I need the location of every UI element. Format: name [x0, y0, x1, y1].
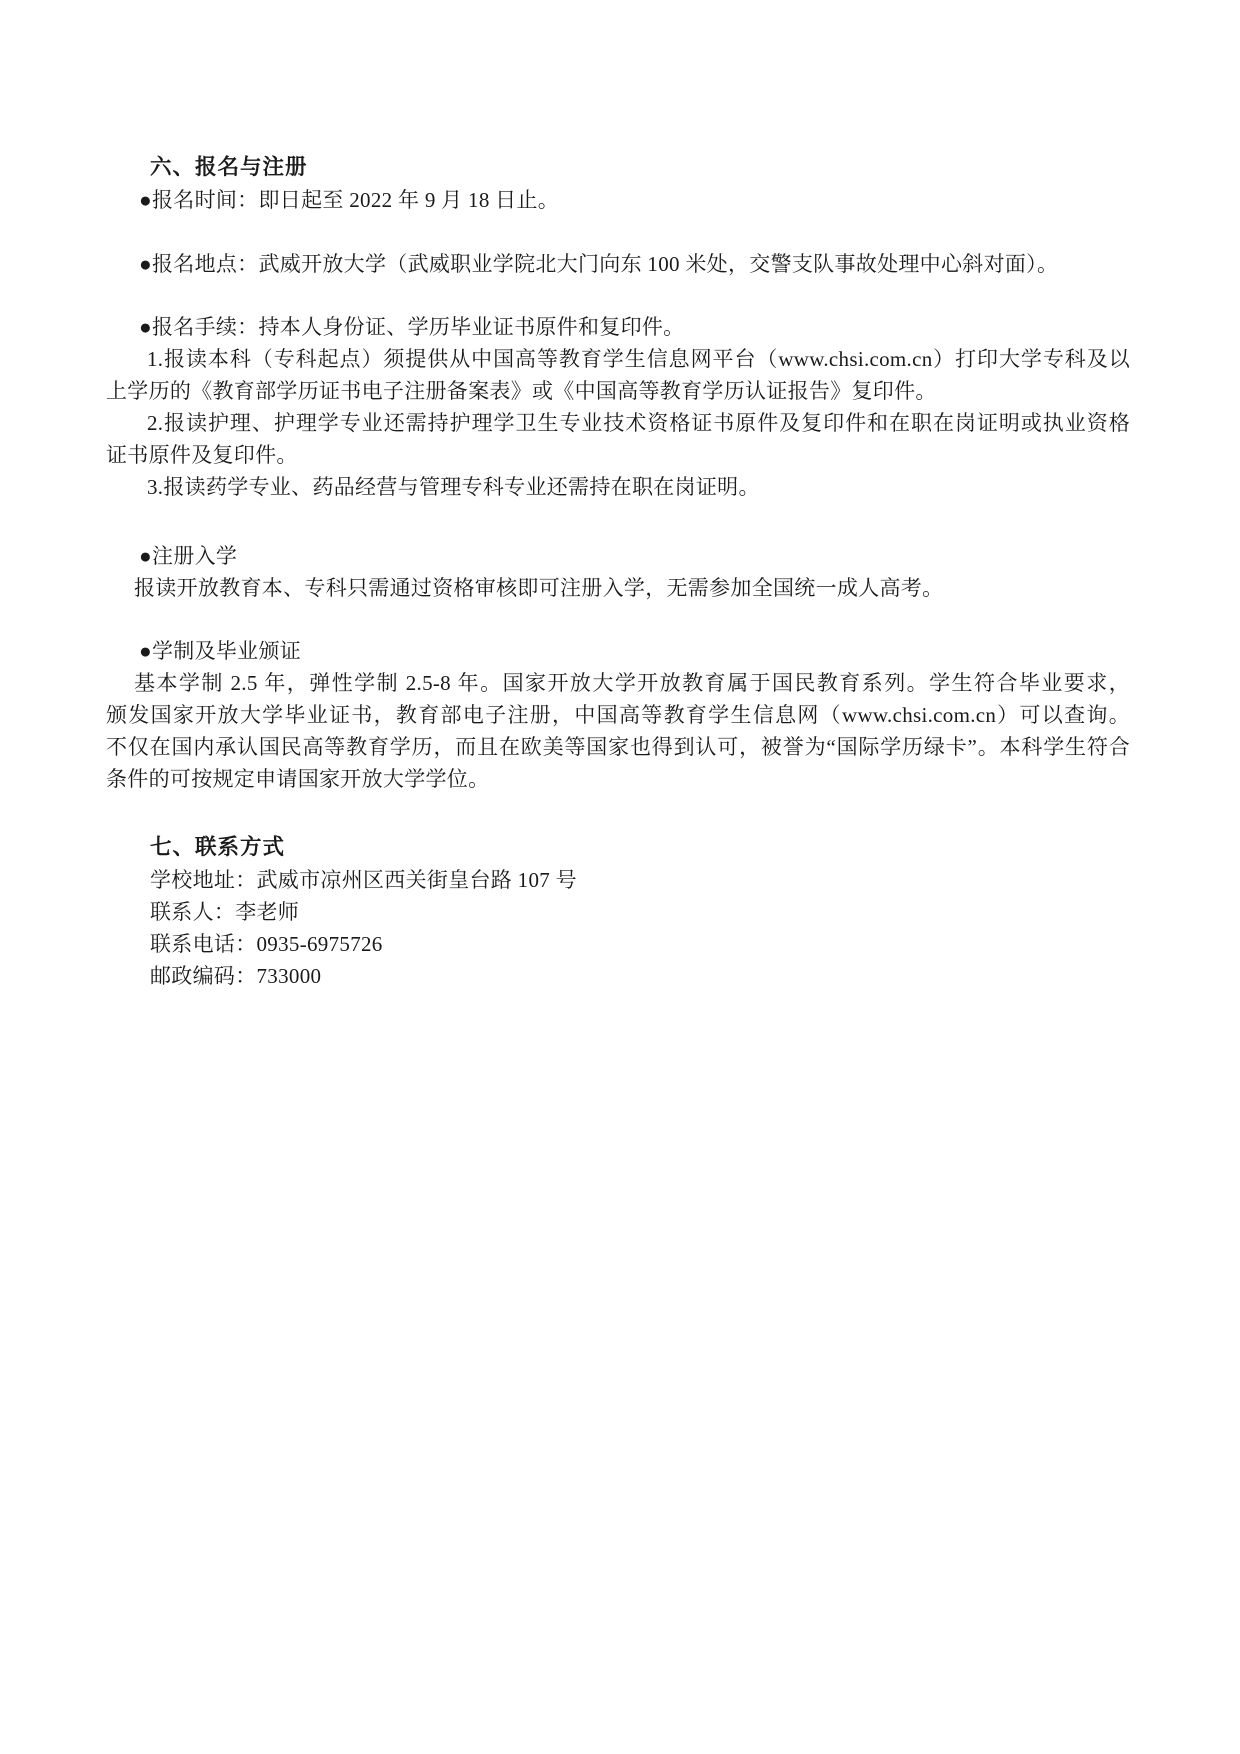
text-line: 2.报读护理、护理学专业还需持护理学卫生专业技术资格证书原件及复印件和在职在岗证明或执业资格 [147, 411, 1130, 435]
section-heading: 六、报名与注册 [150, 155, 308, 179]
text-line: 1.报读本科（专科起点）须提供从中国高等教育学生信息网平台（www.chsi.com.cn）打印大学专科及以 [147, 347, 1130, 371]
text-line: 学校地址：武威市凉州区西关街皇台路 107 号 [150, 868, 577, 892]
text-line: 不仅在国内承认国民高等教育学历，而且在欧美等国家也得到认可，被誉为“国际学历绿卡”。本科学生符合 [106, 735, 1130, 759]
text-line: 条件的可按规定申请国家开放大学学位。 [106, 767, 490, 791]
text-line: 证书原件及复印件。 [106, 443, 298, 467]
document-content [106, 150, 1130, 992]
text-line: ●报名地点：武威开放大学（武威职业学院北大门向东 100 米处，交警支队事故处理中心斜对面）。 [139, 252, 1059, 276]
text-line: 上学历的《教育部学历证书电子注册备案表》或《中国高等教育学历认证报告》复印件。 [106, 379, 937, 403]
text-line: 颁发国家开放大学毕业证书，教育部电子注册，中国高等教育学生信息网（www.chsi.com.cn）可以查询。 [106, 703, 1130, 727]
text-line: ●学制及毕业颁证 [139, 639, 302, 663]
text-line: 联系电话：0935-6975726 [150, 932, 383, 956]
text-line: 邮政编码：733000 [150, 964, 322, 988]
text-line: 联系人：李老师 [150, 900, 300, 924]
text-line: 报读开放教育本、专科只需通过资格审核即可注册入学，无需参加全国统一成人高考。 [134, 576, 944, 600]
text-line: ●注册入学 [139, 544, 238, 568]
text-line: 3.报读药学专业、药品经营与管理专科专业还需持在职在岗证明。 [147, 475, 760, 499]
section-heading: 七、联系方式 [150, 835, 286, 859]
text-line: ●报名时间：即日起至 2022 年 9 月 18 日止。 [139, 188, 560, 212]
text-line: 基本学制 2.5 年，弹性学制 2.5-8 年。国家开放大学开放教育属于国民教育系列。学生符合毕业要求， [134, 671, 1130, 695]
text-line: ●报名手续：持本人身份证、学历毕业证书原件和复印件。 [139, 315, 685, 339]
